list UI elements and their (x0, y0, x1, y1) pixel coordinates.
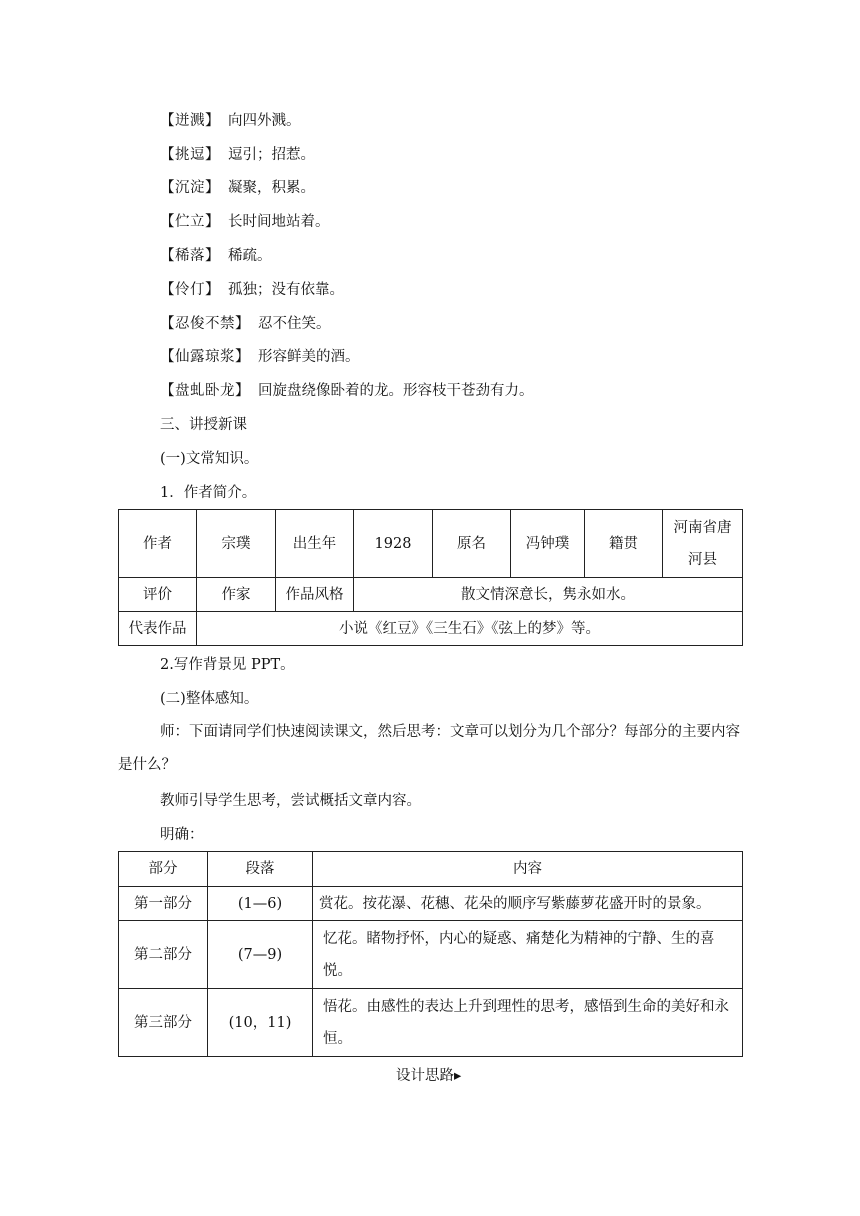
table-cell: 冯钟璞 (511, 510, 585, 578)
item-heading: 1．作者简介。 (160, 485, 257, 501)
table-cell: 第一部分 (119, 887, 208, 921)
table-cell: (7—9) (208, 921, 313, 989)
table-row (119, 612, 743, 646)
clarify-label: 明确： (160, 827, 204, 843)
table-cell: 宗璞 (197, 510, 276, 578)
vocab-definition: 孤独；没有依靠。 (228, 282, 344, 298)
vocab-definition: 形容鲜美的酒。 (258, 349, 360, 365)
author-table (118, 509, 743, 646)
table-row (119, 887, 743, 921)
subsection-heading: (二)整体感知。 (160, 691, 259, 707)
vocab-term: 【忍俊不禁】 (160, 316, 250, 332)
vocab-item (160, 246, 272, 266)
table-cell: 河南省唐河县 (663, 510, 743, 578)
table-cell: 籍贯 (585, 510, 663, 578)
vocab-item (160, 212, 330, 232)
vocab-term: 【沉淀】 (160, 180, 220, 196)
table-header: 内容 (313, 852, 743, 887)
table-cell: 悟花。由感性的表达上升到理性的思考，感悟到生命的美好和永恒。 (313, 989, 743, 1057)
table-cell: 忆花。睹物抒怀，内心的疑惑、痛楚化为精神的宁静、生的喜悦。 (313, 921, 743, 989)
vocab-definition: 回旋盘绕像卧着的龙。形容枝干苍劲有力。 (258, 383, 534, 399)
vocab-item (160, 314, 331, 334)
table-cell: (10，11) (208, 989, 313, 1057)
vocab-item (160, 280, 344, 300)
table-cell: 代表作品 (119, 612, 197, 646)
vocab-definition: 长时间地站着。 (228, 214, 330, 230)
vocab-definition: 凝聚，积累。 (228, 180, 315, 196)
table-cell: 第二部分 (119, 921, 208, 989)
vocab-term: 【伫立】 (160, 214, 220, 230)
table-cell: 出生年 (276, 510, 354, 578)
item-heading: 2.写作背景见 PPT。 (160, 657, 295, 673)
vocab-definition: 向四外溅。 (228, 113, 301, 129)
vocab-term: 【盘虬卧龙】 (160, 383, 250, 399)
table-cell: 作者 (119, 510, 197, 578)
vocab-definition: 稀疏。 (228, 248, 272, 264)
vocab-term: 【迸溅】 (160, 113, 220, 129)
vocab-term: 【伶仃】 (160, 282, 220, 298)
guide-text: 教师引导学生思考，尝试概括文章内容。 (160, 793, 421, 809)
vocab-item (160, 145, 315, 165)
structure-table (118, 851, 743, 1057)
vocab-term: 【挑逗】 (160, 147, 220, 163)
section-heading: 三、讲授新课 (160, 417, 247, 433)
table-row (119, 921, 743, 989)
table-cell: 小说《红豆》《三生石》《弦上的梦》等。 (197, 612, 743, 646)
table-row (119, 578, 743, 612)
table-header-row (119, 852, 743, 887)
vocab-term: 【仙露琼浆】 (160, 349, 250, 365)
table-cell: 散文情深意长，隽永如水。 (354, 578, 743, 612)
table-cell: 原名 (433, 510, 511, 578)
table-cell: (1—6) (208, 887, 313, 921)
table-cell: 赏花。按花瀑、花穗、花朵的顺序写紫藤萝花盛开时的景象。 (313, 887, 743, 921)
vocab-item (160, 381, 534, 401)
table-cell: 第三部分 (119, 989, 208, 1057)
vocab-item (160, 347, 360, 367)
vocab-item (160, 111, 301, 131)
table-row (119, 989, 743, 1057)
table-header: 段落 (208, 852, 313, 887)
subsection-heading: (一)文常知识。 (160, 451, 259, 467)
design-idea-link[interactable]: 设计思路▸ (396, 1068, 462, 1084)
table-header: 部分 (119, 852, 208, 887)
vocab-term: 【稀落】 (160, 248, 220, 264)
vocab-definition: 忍不住笑。 (258, 316, 331, 332)
teacher-prompt: 师：下面请同学们快速阅读课文，然后思考：文章可以划分为几个部分？每部分的主要内容是什么？ (118, 724, 740, 773)
table-row (119, 510, 743, 578)
table-cell: 作品风格 (276, 578, 354, 612)
vocab-item (160, 178, 315, 198)
table-cell: 1928 (354, 510, 433, 578)
table-cell: 评价 (119, 578, 197, 612)
vocab-definition: 逗引；招惹。 (228, 147, 315, 163)
table-cell: 作家 (197, 578, 276, 612)
